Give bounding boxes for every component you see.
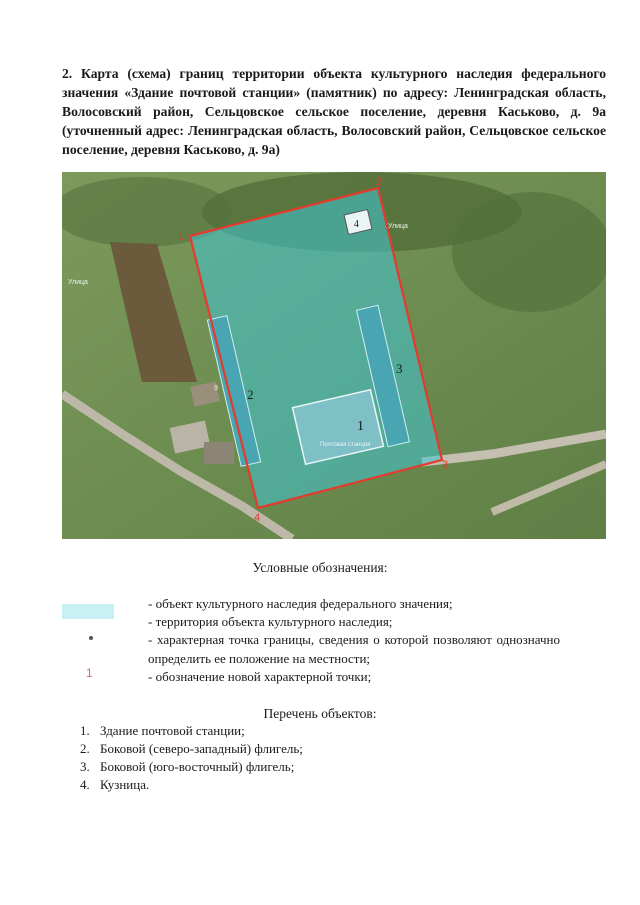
list-item-number: 1. (80, 723, 90, 738)
document-heading: 2. Карта (схема) границ территории объекта культурного наследия федерального значения «Здание почтовой станции» (памятник) по адресу: Ленинградская область, Волосовский район, Сельцовское сельское поселение, деревня Каськово, д. 9а (уточненный адрес: Ленинградская область, Волосовский район, Сельцовское сельское поселение, деревня Каськово, д. 9а) (62, 66, 606, 157)
list-item-text: Боковой (юго-восточный) флигель; (100, 759, 295, 774)
building-caption: Почтовая станция (320, 442, 371, 448)
legend-item-boundary-point (148, 630, 560, 668)
boundary-point-label: 1 (178, 231, 185, 243)
list-item (80, 776, 303, 794)
building-number: 3 (396, 361, 403, 376)
list-item-text: Кузница. (100, 777, 150, 792)
legend-item-new-point: - обозначение новой характерной точки; (148, 669, 372, 684)
territory-swatch (62, 604, 114, 619)
new-point-symbol: 1 (86, 666, 93, 680)
list-item (80, 758, 303, 776)
list-item-text: Боковой (северо-западный) флигель; (100, 741, 303, 756)
boundary-point-label: 2 (376, 176, 383, 188)
boundary-map (62, 172, 606, 539)
tree-cluster (452, 192, 606, 312)
list-item-number: 4. (80, 777, 90, 792)
list-item-text: Здание почтовой станции; (100, 723, 245, 738)
list-item-number: 2. (80, 741, 90, 756)
building-number: 1 (357, 419, 364, 434)
boundary-point-label: 3 (442, 459, 449, 471)
house-number: 9 (214, 385, 218, 392)
building-number: 4 (354, 219, 359, 230)
legend-item-territory: - территория объекта культурного наследия; (148, 614, 393, 629)
list-item (80, 740, 303, 758)
list-item-number: 3. (80, 759, 90, 774)
legend-item-heritage-object: - объект культурного наследия федерального значения; (148, 596, 453, 611)
objects-list-title: Перечень объектов: (263, 706, 377, 721)
building-number: 2 (247, 387, 254, 402)
legend-title: Условные обозначения: (252, 560, 388, 575)
neighbor-house (204, 442, 234, 464)
legend-item-boundary-point-text: - характерная точка границы, сведения о которой позволяют однозначно определить ее положение на местности; (148, 632, 560, 666)
boundary-point-label: 4 (254, 512, 261, 524)
list-item (80, 722, 303, 740)
street-label: Улица (388, 223, 408, 230)
boundary-point-symbol (89, 636, 93, 640)
objects-list (80, 722, 303, 794)
street-label: Улица (68, 279, 88, 286)
